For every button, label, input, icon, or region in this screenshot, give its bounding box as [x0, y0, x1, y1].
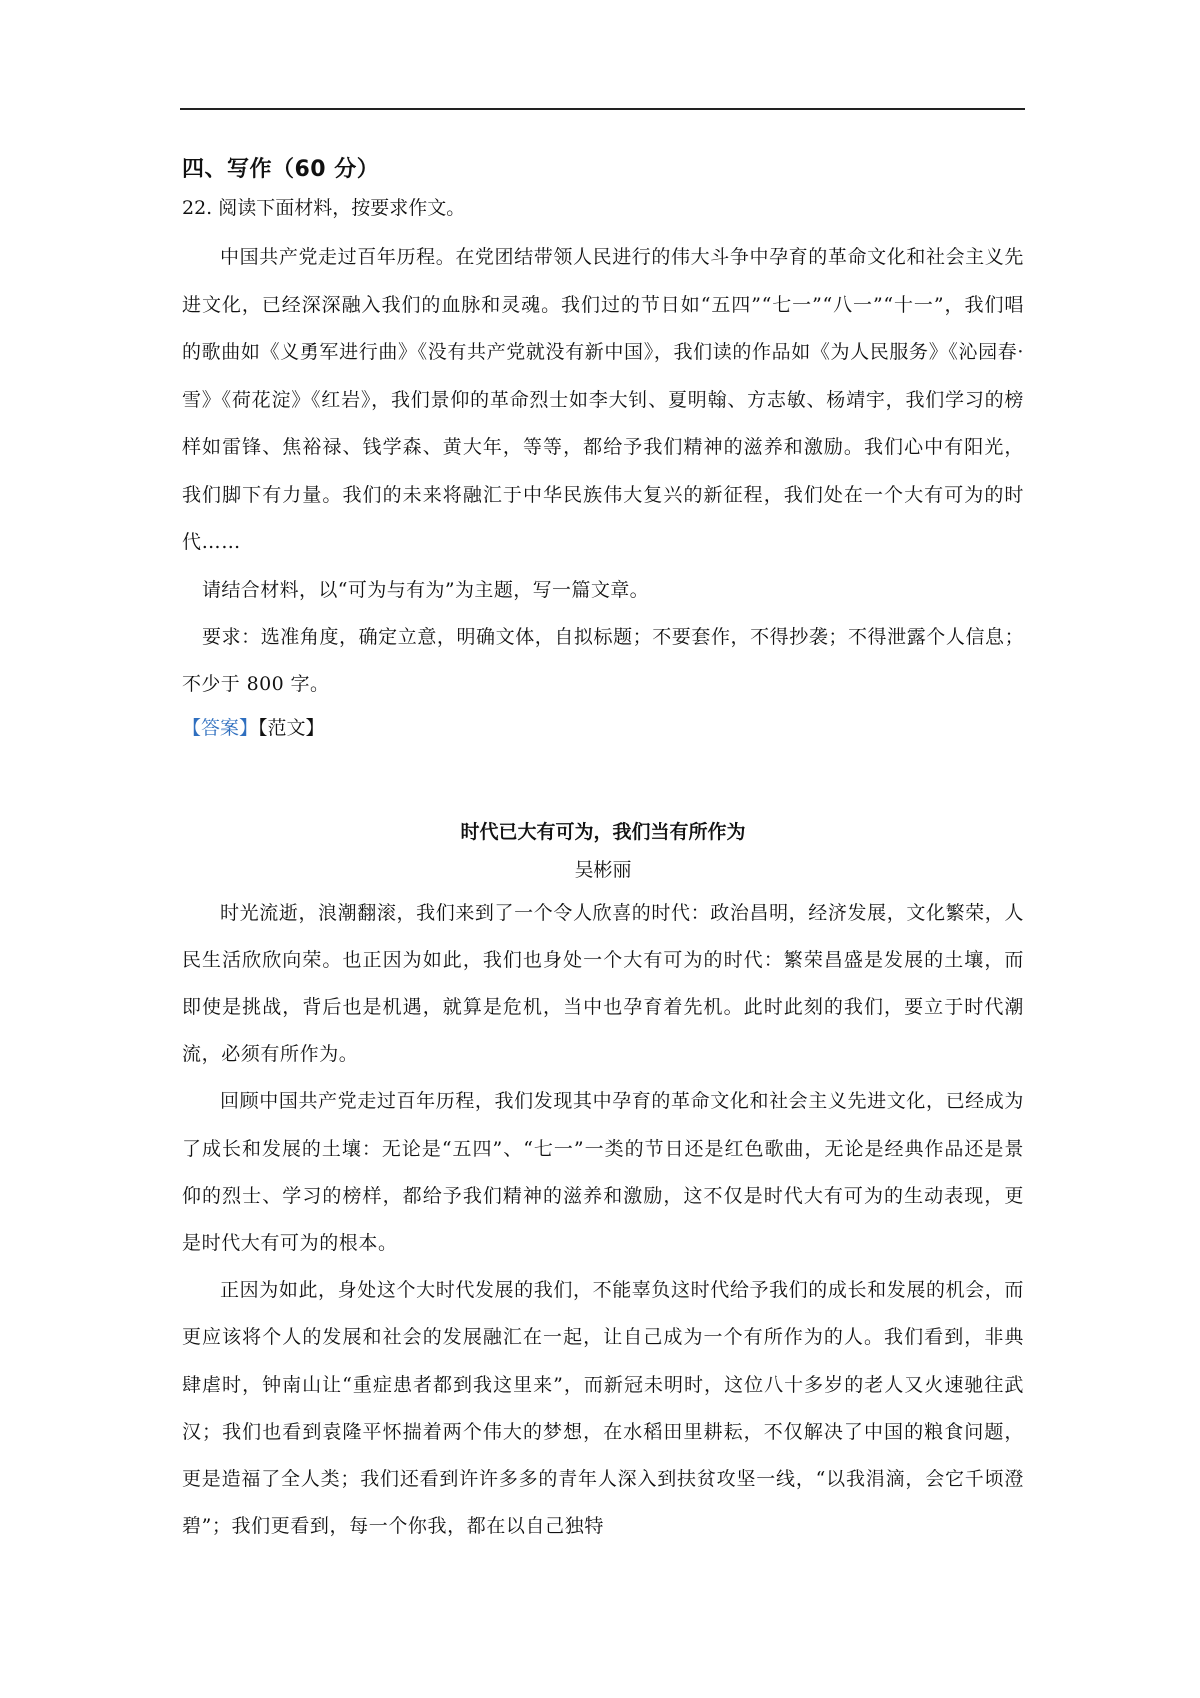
question-instructions	[182, 567, 1024, 708]
page-content	[182, 150, 1024, 1550]
answer-tag: 【答案】	[182, 716, 259, 739]
task-text: 请结合材料，以“可为与有为”为主题，写一篇文章。	[202, 578, 650, 601]
material-paragraph: 中国共产党走过百年历程。在党团结带领人民进行的伟大斗争中孕育的革命文化和社会主义先进文化，已经深深融入我们的血脉和灵魂。我们过的节日如“五四”“七一”“八一”“十一”，我们唱的歌曲如《义勇军进行曲》《没有共产党就没有新中国》，我们读的作品如《为人民服务》《沁园春·雪》《荷花淀》《红岩》，我们景仰的革命烈士如李大钊、夏明翰、方志敏、杨靖宇，我们学习的榜样如雷锋、焦裕禄、钱学森、黄大年，等等，都给予我们精神的滋养和激励。我们心中有阳光，我们脚下有力量。我们的未来将融汇于中华民族伟大复兴的新征程，我们处在一个大有可为的时代……	[182, 246, 1024, 553]
requirements-text: 要求：选准角度，确定立意，明确文体，自拟标题；不要套作，不得抄袭；不得泄露个人信息；不少于 800 字。	[182, 625, 1024, 695]
essay-paragraph: 回顾中国共产党走过百年历程，我们发现其中孕育的革命文化和社会主义先进文化，已经成为了成长和发展的土壤：无论是“五四”、“七一”一类的节日还是红色歌曲，无论是经典作品还是景仰的烈士、学习的榜样，都给予我们精神的滋养和激励，这不仅是时代大有可为的生动表现，更是时代大有可为的根本。	[182, 1090, 1024, 1254]
essay-title: 时代已大有可为，我们当有所作为	[460, 820, 746, 843]
answer-type: 【范文】	[258, 716, 325, 739]
question-prompt: 22. 阅读下面材料，按要求作文。	[182, 197, 466, 219]
header-rule	[180, 108, 1025, 110]
section-heading: 四、写作（60 分）	[182, 157, 380, 182]
essay-paragraph: 时光流逝，浪潮翻滚，我们来到了一个令人欣喜的时代：政治昌明，经济发展，文化繁荣，人民生活欣欣向荣。也正因为如此，我们也身处一个大有可为的时代：繁荣昌盛是发展的土壤，而即使是挑战，背后也是机遇，就算是危机，当中也孕育着先机。此时此刻的我们，要立于时代潮流，必须有所作为。	[182, 901, 1024, 1066]
question-material	[182, 234, 1024, 567]
essay-author: 吴彬丽	[574, 858, 632, 881]
essay-body	[182, 890, 1024, 1551]
essay-paragraph: 正因为如此，身处这个大时代发展的我们，不能辜负这时代给予我们的成长和发展的机会，而更应该将个人的发展和社会的发展融汇在一起，让自己成为一个有所作为的人。我们看到，非典肆虐时，钟南山让“重症患者都到我这里来”，而新冠未明时，这位八十多岁的老人又火速驰往武汉；我们也看到袁隆平怀揣着两个伟大的梦想，在水稻田里耕耘，不仅解决了中国的粮食问题，更是造福了全人类；我们还看到许许多多的青年人深入到扶贫攻坚一线，“以我涓滴，会它千顷澄碧”；我们更看到，每一个你我，都在以自己独特	[182, 1279, 1024, 1538]
answer-label	[182, 708, 1024, 748]
